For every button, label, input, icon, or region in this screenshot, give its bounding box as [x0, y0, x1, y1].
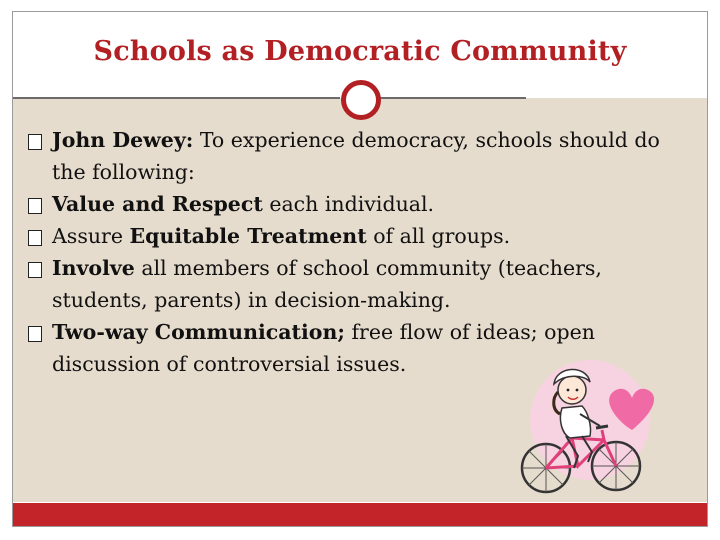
bullet-text: free flow of ideas; open discussion of controversial issues.	[52, 320, 595, 376]
divider-line-left	[13, 97, 340, 99]
bullet-item	[26, 124, 686, 188]
girl-on-bicycle-with-heart-icon	[508, 356, 668, 502]
bullet-box-icon	[28, 326, 42, 342]
bullet-pre: Assure	[52, 224, 130, 248]
bottom-bar	[13, 503, 707, 526]
bullet-box-icon	[28, 230, 42, 246]
bullet-text: of all groups.	[366, 224, 511, 248]
bullet-lead: Equitable Treatment	[129, 224, 367, 248]
bullet-list	[26, 124, 686, 380]
bullet-lead: Two-way Communication;	[52, 320, 345, 344]
divider-line-right	[380, 97, 526, 99]
bullet-item	[26, 188, 686, 220]
bullet-item	[26, 252, 686, 316]
bullet-item	[26, 220, 686, 252]
bullet-box-icon	[28, 262, 42, 278]
slide-title: Schools as Democratic Community	[93, 36, 627, 67]
bullet-lead: Value and Respect	[52, 192, 263, 216]
bullet-text: all members of school community (teachers, students, parents) in decision-making.	[52, 256, 602, 312]
bullet-box-icon	[28, 198, 42, 214]
ring-ornament-icon	[341, 80, 381, 120]
bullet-lead: Involve	[52, 256, 135, 280]
bullet-lead: John Dewey:	[52, 128, 194, 152]
bullet-text: To experience democracy, schools should do the following:	[52, 128, 660, 184]
bullet-box-icon	[28, 134, 42, 150]
bullet-text: each individual.	[262, 192, 435, 216]
